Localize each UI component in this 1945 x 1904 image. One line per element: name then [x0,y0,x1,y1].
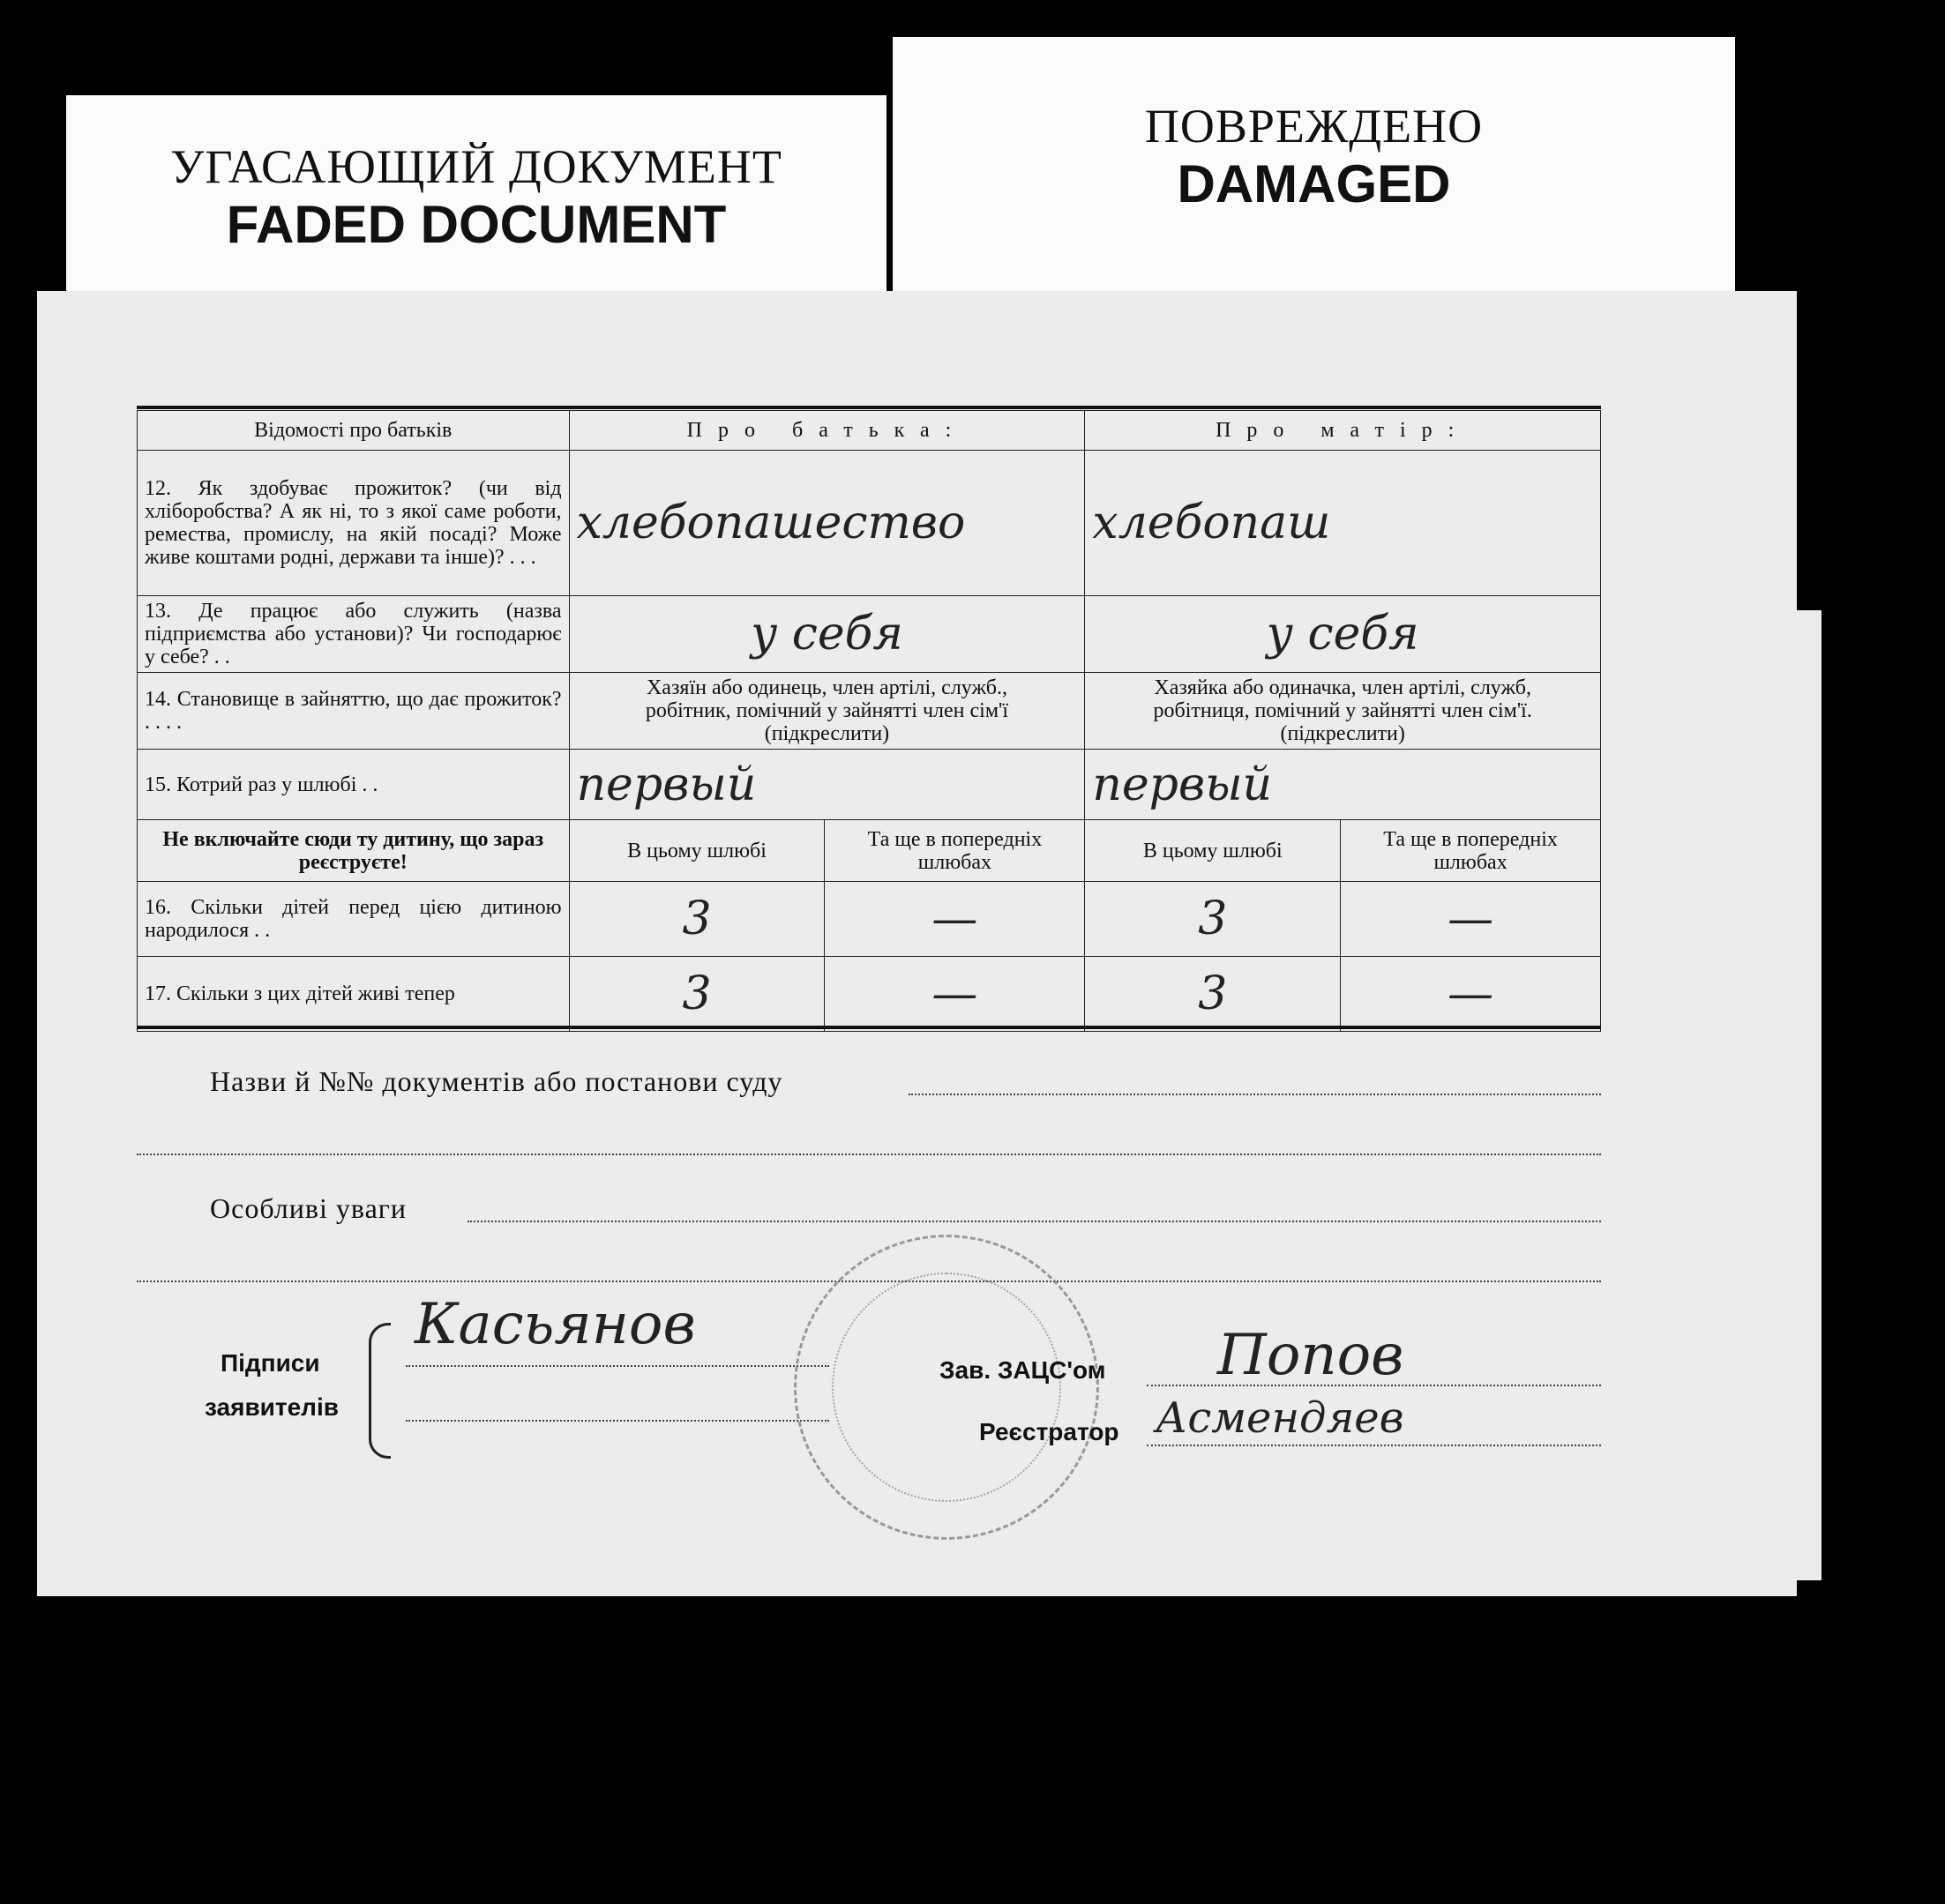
answer-17-mother-this: 3 [1085,957,1341,1032]
table-row-15 [138,750,1601,820]
question-15: 15. Котрий раз у шлюбі . . [138,750,570,820]
children-note: Не включайте сюди ту дитину, що зараз реєструєте! [138,820,570,882]
answer-17-father-this: 3 [569,957,825,1032]
question-13: 13. Де працює або служить (назва підприємства або установи)? Чи господарює у себе? . . [138,596,570,673]
head-registry-label: Зав. ЗАЦС'ом [939,1356,1106,1384]
answer-15-mother: первый [1085,750,1601,820]
faded-label-ru: УГАСАЮЩИЙ ДОКУМЕНТ [170,140,782,193]
answer-14-mother-line3: (підкреслити) [1280,722,1405,745]
header-mother: Про матір: [1085,411,1601,451]
answer-14-mother-line2: робітниця, помічний у зайнятті член сім'ї. [1153,699,1532,722]
faded-label-en: FADED DOCUMENT [226,195,727,254]
table-row-16 [138,882,1601,957]
answer-17-mother-prev: — [1341,957,1601,1032]
registrar-label: Реєстратор [979,1418,1119,1445]
answer-16-mother-prev: — [1341,882,1601,957]
question-14: 14. Становище в зайняттю, що дає прожиток? . . . . [138,673,570,750]
table-row-17 [138,957,1601,1032]
damaged-label [893,37,1735,302]
official-stamp [794,1235,1099,1540]
registrar-signature: Асмендяев [1156,1393,1404,1443]
header-parents-info: Відомості про батьків [138,411,570,451]
answer-14-father [569,673,1085,750]
applicants-signatures-label-2: заявителів [205,1393,339,1421]
answer-15-father: первый [569,750,1085,820]
answer-17-father-prev: — [825,957,1085,1032]
table-row-13 [138,596,1601,673]
head-signature: Попов [1217,1323,1404,1388]
documents-line-1 [909,1094,1601,1095]
applicants-signatures-label-1: Підписи [221,1349,320,1377]
answer-14-mother [1085,673,1601,750]
faded-document-label [66,95,886,300]
registrar-sig-line [1147,1445,1601,1446]
signatures-bracket [369,1323,391,1459]
answer-14-father-line2: робітник, помічний у зайнятті член сім'ї [645,699,1009,722]
table-top-rule [137,406,1601,409]
applicant-signature: Касьянов [415,1292,696,1357]
answer-13-mother: у себя [1085,596,1601,673]
children-subheader-row [138,820,1601,882]
subheader-mother-prev-marriages: Та ще в попередніх шлюбах [1341,820,1601,882]
table-row-12 [138,451,1601,596]
document-sheet-edge [1689,610,1822,1580]
table-row-14 [138,673,1601,750]
answer-14-father-line1: Хазяїн або одинець, член артілі, служб., [646,676,1007,699]
answer-12-father: хлебопашество [569,451,1085,596]
table-header-row [138,411,1601,451]
applicant-sig-line-2 [406,1420,829,1422]
answer-14-mother-line1: Хазяйка або одиначка, член артілі, служб, [1154,676,1531,699]
notes-label: Особливі уваги [210,1192,408,1224]
question-16: 16. Скільки дітей перед цією дитиною народилося . . [138,882,570,957]
question-12: 12. Як здобуває прожиток? (чи від хліборобства? А як ні, то з якої саме роботи, ремества, промислу, на якій посаді? Може живе коштами родні, держави та інше)? . . . [138,451,570,596]
documents-line-2 [137,1154,1601,1155]
subheader-father-this-marriage: В цьому шлюбі [569,820,825,882]
damaged-label-ru: ПОВРЕЖДЕНО [1144,100,1484,153]
answer-16-father-prev: — [825,882,1085,957]
header-father: Про батька: [569,411,1085,451]
question-17: 17. Скільки з цих дітей живі тепер [138,957,570,1032]
parents-info-table [137,410,1601,1032]
answer-16-father-this: 3 [569,882,825,957]
notes-line-1 [468,1221,1601,1222]
subheader-mother-this-marriage: В цьому шлюбі [1085,820,1341,882]
damaged-label-en: DAMAGED [1177,154,1451,213]
table-bottom-rule [137,1026,1601,1029]
answer-16-mother-this: 3 [1085,882,1341,957]
answer-12-mother: хлебопаш [1085,451,1601,596]
documents-label: Назви й №№ документів або постанови суду [210,1065,783,1097]
answer-14-father-line3: (підкреслити) [764,722,890,745]
subheader-father-prev-marriages: Та ще в попередніх шлюбах [825,820,1085,882]
answer-13-father: у себя [569,596,1085,673]
applicant-sig-line-1 [406,1365,829,1367]
